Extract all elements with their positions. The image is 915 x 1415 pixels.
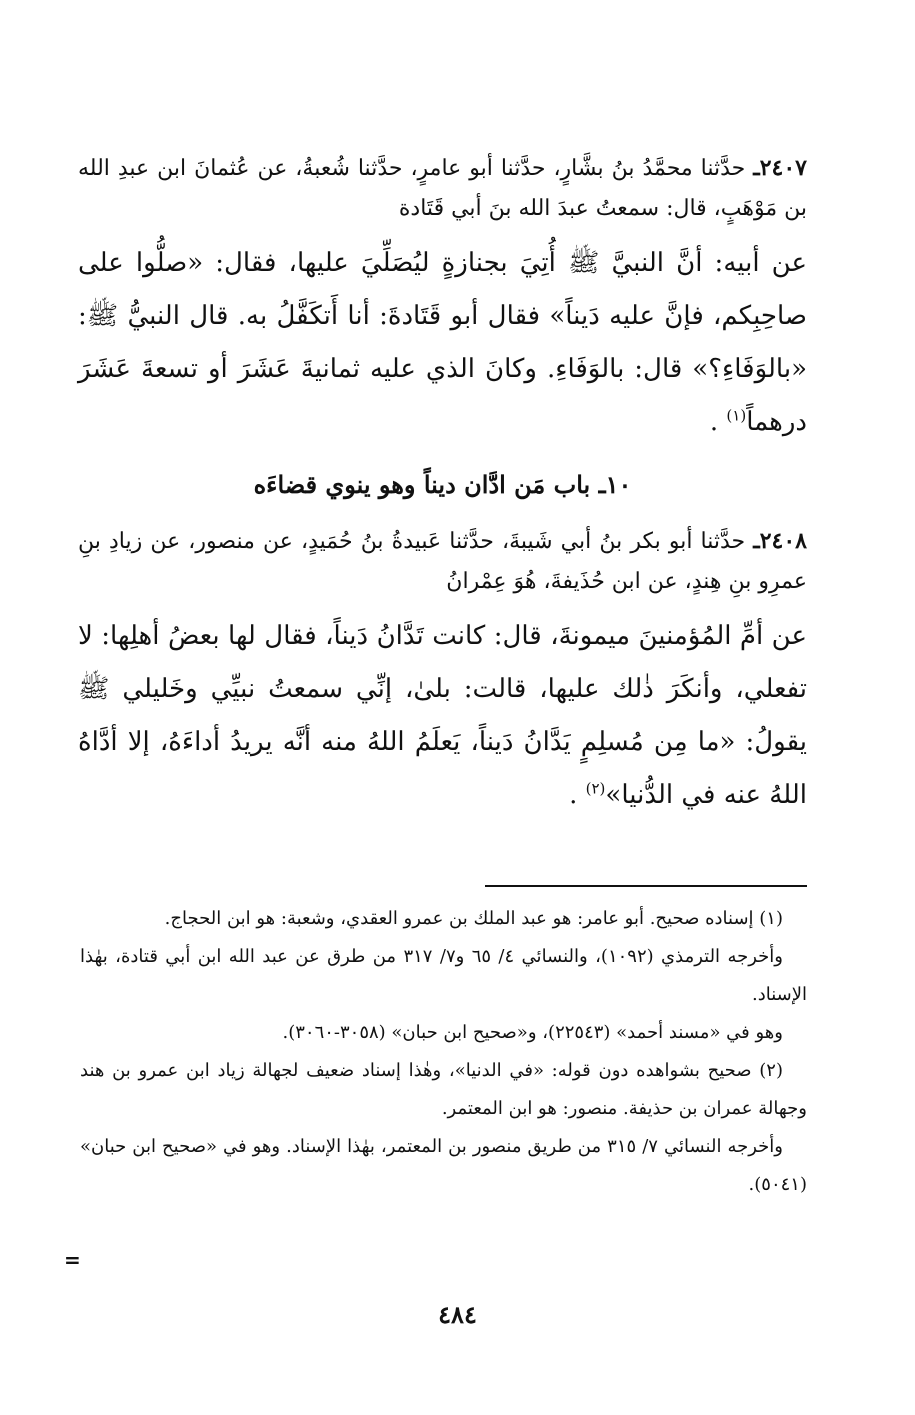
footnotes [80,900,807,1204]
hadith-2408-isnad [78,521,807,602]
footnote-ref: (١) [726,406,747,425]
matn-text: عن أمِّ المُؤمنينَ ميمونةَ، قال: كانت تَدَّانُ دَيناً، فقال لها بعضُ أهلِها: لا تفعلي، وأنكَرَ ذٰلك عليها، قالت: بلىٰ، إنِّي سمعتُ نبيِّي وخَليلي ﷺ يقولُ: «ما مِن مُسلِمٍ يَدَّانُ دَيناً، يَعلَمُ اللهُ منه أنَّه يريدُ أداءَهُ، إلا أدَّاهُ اللهُ عنه في الدُّنيا» [78,621,807,810]
hadith-2407-isnad [78,148,807,229]
hadith-2408-matn [78,610,807,822]
footnote-ref: (٢) [585,779,606,798]
continuation-mark: = [64,1248,81,1272]
footnote-1-sources: وهو في «مسند أحمد» (٢٢٥٤٣)، و«صحيح ابن حبان» (٣٠٥٨-٣٠٦٠). [282,1022,783,1043]
hadith-2407-matn [78,237,807,449]
footnote-separator [485,885,807,887]
footnote-2: (٢) صحيح بشواهده دون قوله: «في الدنيا»، وهٰذا إسناد ضعيف لجهالة زياد ابن عمرو بن هند وجهالة عمران بن حذيفة. منصور: هو ابن المعتمر. [80,1060,807,1119]
main-text [78,148,807,822]
footnote-1-takhrij: وأخرجه الترمذي (١٠٩٢)، والنسائي ٤/ ٦٥ و٧/ ٣١٧ من طرق عن عبد الله ابن أبي قتادة، بهٰذا الإسناد. [80,946,807,1005]
matn-text: عن أبيه: أنَّ النبيَّ ﷺ أُتِيَ بجنازةٍ ليُصَلِّيَ عليها، فقال: «صلُّوا على صاحِبِكم، فإنَّ عليه دَيناً» فقال أبو قَتَادةَ: أنا أَتكَفَّلُ به. قال النبيُّ ﷺ: «بالوَفَاءِ؟» قال: بالوَفَاءِ. وكانَ الذي عليه ثمانيةَ عَشَرَ أو تسعةَ عَشَرَ درهماً [78,248,807,437]
isnad-text: حدَّثنا محمَّدُ بنُ بشَّارٍ، حدَّثنا أبو عامرٍ، حدَّثنا شُعبةُ، عن عُثمانَ ابن عبدِ الله بن مَوْهَبٍ، قال: سمعتُ عبدَ الله بنَ أبي قَتَادة [78,156,807,221]
footnote-2-takhrij: وأخرجه النسائي ٧/ ٣١٥ من طريق منصور بن المعتمر، بهٰذا الإسناد. وهو في «صحيح ابن حبان» (٥٠٤١). [80,1136,807,1195]
chapter-heading: ١٠ـ باب مَن ادَّان ديناً وهو ينوي قضاءَه [253,470,632,499]
sentence-end: . [709,407,719,437]
sentence-end: . [569,780,578,810]
footnote-1: (١) إسناده صحيح. أبو عامر: هو عبد الملك بن عمرو العقدي، وشعبة: هو ابن الحجاج. [164,908,783,929]
isnad-text: حدَّثنا أبو بكر بنُ أبي شَيبةَ، حدَّثنا عَبيدةُ بنُ حُمَيدٍ، عن منصور، عن زيادِ بنِ عمرِو بنِ هِندٍ، عن ابن حُذَيفةَ، هُوَ عِمْرانُ [78,529,807,594]
page-number: ٤٨٤ [438,1300,477,1329]
hadith-number: ٢٤٠٨ـ [753,528,807,554]
hadith-number: ٢٤٠٧ـ [753,155,807,181]
